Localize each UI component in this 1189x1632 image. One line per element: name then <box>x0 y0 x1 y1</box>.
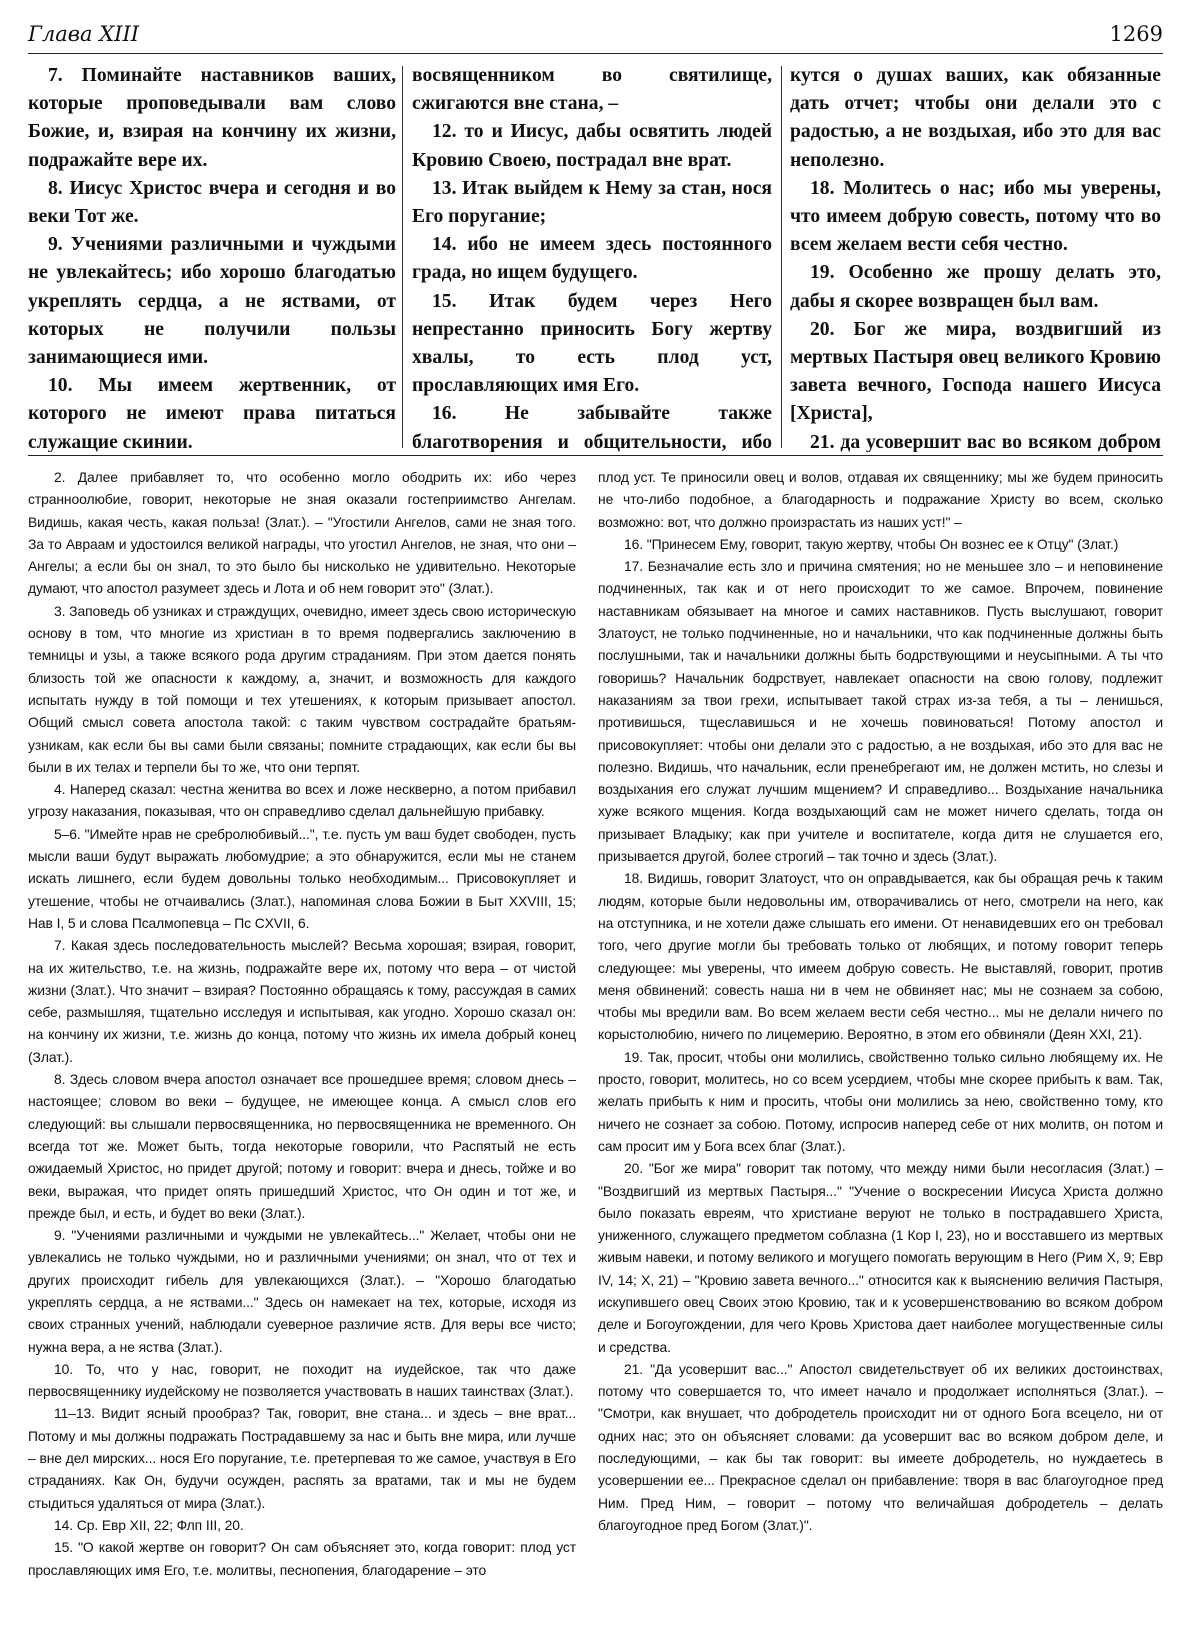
verse-15: 15. Итак будем через Него непрестанно приносить Богу жертву хвалы, то есть плод уст, прославляющих имя Его. <box>412 290 772 397</box>
commentary-20: 20. "Бог же мира" говорит так потому, что между ними были несогласия (Злат.) – "Воздвигший из мертвых Пастыря..." "Учение о воскресении Иисуса Христа должно было показать евреям, что христиане веруют не только в пострадавшего Христа, униженного, служащего предметом соблазна (1 Кор I, 23), но и восставшего из мертвых живым навеки, и потому великого и могущего помогать верующим в Него (Рим X, 9; Евр IV, 14; X, 21) – "Кровию завета вечного..." относится как к выяснению величия Пастыря, искупившего овец Своих этою Кровию, так и к усовершенствованию во всяком добром деле и Богоугождении, для чего Кровь Христова дает наиболее могущественные силы и средства. <box>598 1160 1163 1355</box>
verse-20: 20. Бог же мира, воздвигший из мертвых Пастыря овец великого Кровию завета вечного, Господа нашего Иисуса [Христа], <box>790 318 1161 425</box>
verse-10: 10. Мы имеем жертвенник, от которого не имеют права питаться служащие скинии. <box>28 375 396 452</box>
page-header <box>28 22 1163 52</box>
verse-12: 12. то и Иисус, дабы освятить людей Кровию Своею, пострадал вне врат. <box>412 121 772 171</box>
verse-14: 14. ибо не имеем здесь постоянного града, но ищем будущего. <box>412 234 772 284</box>
verse-19: 19. Особенно же прошу делать это, дабы я скорее возвращен был вам. <box>790 262 1161 312</box>
verse-7: 7. Поминайте наставников ваших, которые проповедывали вам слово Божие, и, взирая на кончину их жизни, подражайте вере их. <box>28 65 396 171</box>
column-divider-2 <box>781 66 782 448</box>
commentary-8: 8. Здесь словом вчера апостол означает все прошедшее время; словом днесь – настоящее; словом во веки – будущее, не имеющее конца. А смысл слов его следующий: вы слышали первосвященника, но первосвященника не временного. Он всегда тот же. Может быть, тогда некоторые говорили, что Распятый не есть ожидаемый Христос, но придет другой; потому и говорит: вчера и днесь, тойже и во веки, выражая, что придет опять пришедший Христос, что Он один и тот же, и прежде был, и есть, и будет во веки (Злат.). <box>28 1071 576 1221</box>
commentary-15: 15. "О какой жертве он говорит? Он сам объясняет это, когда говорит: плод уст прославляющих имя Его, т.е. молитвы, песнопения, благодарение – это <box>28 1539 576 1578</box>
commentary-2: 2. Далее прибавляет то, что особенно могло ободрить их: ибо через странноолюбие, говорит, некоторые не зная оказали гостеприимство Ангелам. Видишь, какая честь, какая польза! (Злат.). – "Угостили Ангелов, сами не зная того. За то Авраам и удостоился великой награды, что угостил Ангелов, не зная, что они – Ангелы; а если бы он знал, то это было бы нисколько не удивительно. Некоторые думают, что апостол разумеет здесь и Лота и об нем говорит это" (Злат.). <box>28 469 576 597</box>
commentary-17: 17. Безначалие есть зло и причина смятения; но не меньшее зло – и неповинение подчиненных, так как и от него происходит то же самое. Впрочем, повинение наставникам обязывает на многое и самих наставников. Пусть выслушают, говорит Златоуст, не только подчиненные, но и начальники, что как подчиненные должны быть послушными, так и начальники должны быть бодрствующими и неусыпными. А ты что говоришь? Начальник бодрствует, навлекает опасности на свою голову, подлежит наказаниям за твои грехи, испытывает такой страх из-за тебя, а ты – ленишься, противишься, тщеславишься и не хочешь повиноваться! Потому апостол и присовокупляет: чтобы они делали это с радостью, а не воздыхая, ибо это для вас не полезно. Видишь, что начальник, если пренебрегают им, не должен мстить, но слезы и воздыхания его служат лучшим мщением? И справедливо... Воздыхание начальника хуже всякого мщения. Когда воздыхающий сам не может ничего сделать, тогда он призывает Владыку; как при учителе и воспитателе, когда дитя не слушается его, призывается другой, более строгий – так точно и здесь (Злат.). <box>598 558 1163 865</box>
commentary-4: 4. Наперед сказал: честна женитва во всех и ложе нескверно, а потом прибавил угрозу наказания, показывая, что он справедливо сделал дальнейшую прибавку. <box>28 781 576 820</box>
commentary-11-13: 11–13. Видит ясный прообраз? Так, говорит, вне стана... и здесь – вне врат... Потому и мы должны подражать Пострадавшему за нас и быть вне мира, или лучше – вне дел мирских... нося Его поругание, т.е. претерпевая то же самое, участвуя в Его страданиях. Как Он, будучи осужден, распять за вратами, так и мы не будем стыдиться удаляться от мира (Злат.). <box>28 1405 576 1511</box>
verse-17-continued: кутся о душах ваших, как обязанные дать отчет; чтобы они делали это с радостью, а не воздыхая, ибо это для вас неполезно. <box>790 65 1161 171</box>
page-number: 1269 <box>1109 22 1163 46</box>
commentary-10: 10. То, что у нас, говорит, не походит на иудейское, так что даже первосвященнику иудейскому не позволяется участвовать в наших таинствах (Злат.). <box>28 1360 576 1400</box>
commentary-21: 21. "Да усовершит вас..." Апостол свидетельствует об их великих достоинствах, потому что совершается то, что имеет начало и продолжает исполняться (Злат.). – "Смотри, как внушает, что добродетель происходит ни от одного Бога всецело, ни от одних нас; это он объясняет словами: да усовершит вас во всяком добром деле, и последующими, – как бы так говорит: вы имеете добродетель, но нуждаетесь в усовершении ее... Прекрасное сделал он прибавление: творя в вас благоугодное пред Ним. Пред Ним, – говорит – потому что величайшая добродетель – делать благоугодное пред Богом (Злат.)". <box>598 1360 1163 1533</box>
column-divider-1 <box>402 66 403 448</box>
header-rule <box>28 53 1163 54</box>
section-rule <box>28 455 1163 456</box>
commentary-column-right <box>598 466 1163 1616</box>
verse-16: 16. Не забывайте также благотворения и общительности, ибо <box>412 403 772 452</box>
bible-column-2 <box>412 62 772 452</box>
commentary-16: 16. "Принесем Ему, говорит, такую жертву, чтобы Он вознес ее к Отцу" (Злат.) <box>624 535 1119 552</box>
verse-9: 9. Учениями различными и чуждыми не увлекайтесь; ибо хорошо благодатью укреплять сердца, а не яствами, от которых не получили пользы занимающиеся ими. <box>28 234 396 369</box>
verse-18: 18. Молитесь о нас; ибо мы уверены, что имеем добрую совесть, потому что во всем желаем вести себя честно. <box>790 177 1161 256</box>
commentary-7: 7. Какая здесь последовательность мыслей? Весьма хорошая; взирая, говорит, на их жительство, т.е. на жизнь, подражайте вере их, потому что вера – от чистой жизни (Злат.). Что значит – взирая? Постоянно обращаясь к тому, рассуждая в самих себе, размышляя, тщательно исследуя и испытывая, как угодно. Хорошо сказал он: на кончину их жизни, т.е. жизнь до конца, потому что жизнь их имела добрый конец (Злат.). <box>28 937 576 1065</box>
commentary-19: 19. Так, просит, чтобы они молились, свойственно только сильно любящему их. Не просто, говорит, молитесь, но со всем усердием, чтобы мне скорее прибыть к вам. Так, желать прибыть к ним и просить, чтобы они молились за нею, свойственно тому, кто ничего не сознает за собою. Потому, испросив наперед себе от них молитв, он потом и сам просит им у Бога всех благ (Злат.). <box>598 1048 1163 1154</box>
bible-column-1 <box>28 62 396 452</box>
commentary-column-left <box>28 466 576 1616</box>
commentary-3: 3. Заповедь об узниках и страждущих, очевидно, имеет здесь свою историческую основу в том, что многие из христиан в то время подвергались заключению в темницы и узы, а также всякого рода другим страданиям. При этом дается понять близость той же опасности к каждому, а, значит, и возможность для каждого испытать нужду в той помощи и тех утешениях, к которым призывает апостол. Общий смысл совета апостола такой: с таким чувством сострадайте братьям-узникам, как если бы вы сами были связаны; помните страдающих, как если бы вы были в их телах и терпели бы то же, что они терпят. <box>28 602 576 775</box>
commentary-15-continued: плод уст. Те приносили овец и волов, отдавая их священнику; мы же будем приносить не что-либо подобное, а благодарность и подражание Христу во всем, сколько возможно: вот, что должно произрастать из наших уст!" – <box>598 469 1163 530</box>
verse-11-continued: восвященником во святилище, сжигаются вне стана, – <box>412 65 772 115</box>
commentary-18: 18. Видишь, говорит Златоуст, что он оправдывается, как бы обращая речь к таким людям, которые были недовольны им, отворачивались от него, смотрели на него, как на отступника, и не хотели даже слышать его имени. От ненавидевших его он требовал того, чего другие могли бы требовать только от любящих, и потому говорит теперь следующее: мы уверены, что имеем добрую совесть. Не выставляй, говорит, против меня обвинений: совесть наша ни в чем не обвиняет нас; мы не сознаем за собою, чтобы мы вредили вам. Во всем желаем вести себя честно... мы не делали ничего по корыстолюбию, ничего по лицемерию. Вероятно, в этом его обвиняли (Деян XXI, 21). <box>598 870 1163 1043</box>
bible-text-block <box>28 62 1161 452</box>
commentary-5-6: 5–6. "Имейте нрав не сребролюбивый...", т.е. пусть ум ваш будет свободен, пусть мысли ваши будут выражать любомудрие; а это обнаружится, если мы не станем искать лишнего, если будем довольны только необходимым... Присовокупляет и утешение, чтобы не отчаивались (Злат.), напоминая слова Божии в Быт XXVIII, 15; Нав I, 5 и слова Псалмопевца – Пс CXVII, 6. <box>28 825 576 931</box>
chapter-title: Глава XIII <box>28 22 140 46</box>
commentary-14: 14. Ср. Евр XII, 22; Флп III, 20. <box>54 1516 244 1533</box>
verse-8: 8. Иисус Христос вчера и сегодня и во веки Тот же. <box>28 177 396 228</box>
verse-13: 13. Итак выйдем к Нему за стан, нося Его поругание; <box>412 177 772 228</box>
bible-column-3 <box>790 62 1161 452</box>
commentary-9: 9. "Учениями различными и чуждыми не увлекайтесь..." Желает, чтобы они не увлекались не только чуждыми, но и различными учениями; он знал, что от тех и других происходит гибель для увлекающихся (Злат.). – "Хорошо благодатью укреплять сердца, а не яствами..." Здесь он намекает на тех, которые, исходя из своих странных учений, наблюдали суеверное различие яств. Для веры все чисто; нужна вера, а не яства (Злат.). <box>28 1227 576 1355</box>
verse-21: 21. да усовершит вас во всяком добром <box>810 431 1161 452</box>
